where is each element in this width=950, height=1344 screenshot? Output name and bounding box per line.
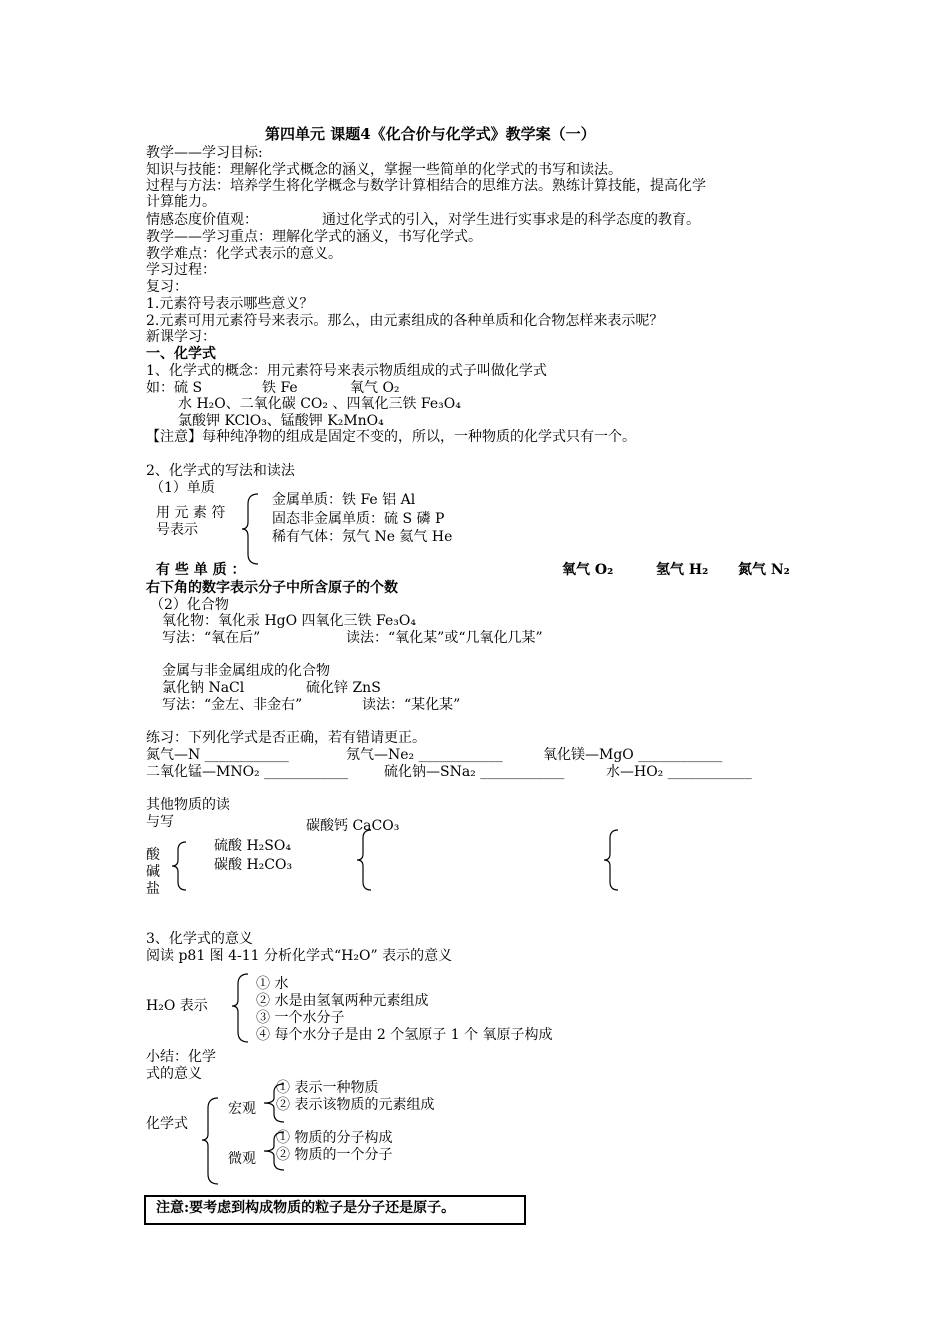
summary-line1: 小结：化学 (146, 1049, 216, 1065)
metal-nonmetal-write-rule: 写法：“金左、非金右” (162, 697, 303, 713)
example-compounds-1: 水 H₂O、二氧化碳 CO₂ 、四氧化三铁 Fe₃O₄ (178, 396, 461, 412)
review-heading: 复习： (146, 279, 188, 295)
metal-elements: 金属单质：铁 Fe 铝 Al (272, 492, 416, 508)
h2o-brace (230, 972, 254, 1044)
process-heading: 学习过程： (146, 262, 216, 278)
gas-oxygen: 氧气 O₂ (562, 562, 614, 578)
key-point: 教学——学习重点：理解化学式的涵义，书写化学式。 (146, 229, 482, 245)
micro-label: 微观 (228, 1151, 256, 1167)
practice-intro: 练习：下列化学式是否正确，若有错请更正。 (146, 730, 426, 746)
salt-brace (602, 828, 624, 892)
metal-nonmetal-heading: 金属与非金属组成的化合物 (162, 663, 330, 679)
example-nacl: 氯化钠 NaCl (162, 680, 245, 696)
others-heading-line1: 其他物质的读 (146, 797, 230, 813)
formula-concept: 1、化学式的概念：用元素符号来表示物质组成的式子叫做化学式 (146, 363, 547, 379)
new-lesson-heading: 新课学习： (146, 329, 216, 345)
review-question-2: 2.元素可用元素符号来表示。那么，由元素组成的各种单质和化合物怎样来表示呢？ (146, 313, 664, 329)
label-acid: 酸 (146, 847, 160, 863)
h2o-meaning-label: H₂O 表示 (146, 998, 208, 1014)
practice-na2s: 硫化钠—SNa₂ ____________ (384, 764, 565, 780)
metal-nonmetal-read-rule: 读法：“某化某” (362, 697, 461, 713)
label-salt: 盐 (146, 881, 160, 897)
objective-emotion-text: 通过化学式的引入，对学生进行实事求是的科学态度的教育。 (322, 212, 700, 228)
objective-knowledge: 知识与技能：理解化学式概念的涵义，掌握一些简单的化学式的书写和读法。 (146, 162, 622, 178)
page-title: 第四单元 课题4《化合价与化学式》教学案（一） (265, 125, 596, 143)
example-zns: 硫化锌 ZnS (306, 680, 381, 696)
formula-label: 化学式 (146, 1116, 188, 1132)
compound-heading: （2）化合物 (150, 597, 229, 613)
objective-process-line1: 过程与方法：培养学生将化学概念与数学计算相结合的思维方法。熟练计算技能，提高化学 (146, 178, 706, 194)
base-brace (355, 828, 377, 892)
micro-meaning-2: ② 物质的一个分子 (276, 1147, 393, 1163)
h2o-meaning-1: ① 水 (256, 976, 289, 992)
gas-nitrogen: 氮气 N₂ (738, 562, 790, 578)
practice-neon: 氖气—Ne₂ ____________ (346, 747, 503, 763)
objective-process-line2: 计算能力。 (146, 194, 216, 210)
summary-line2: 式的意义 (146, 1066, 202, 1082)
some-elements-label: 有 些 单 质 ： (156, 562, 246, 578)
section3-heading: 3、化学式的意义 (146, 931, 253, 947)
macro-meaning-1: ① 表示一种物质 (276, 1080, 379, 1096)
symbol-label-line1: 用 元 素 符 (156, 505, 226, 521)
oxide-read-rule: 读法：“氧化某”或“几氧化几某” (346, 630, 543, 646)
example-h2so4: 硫酸 H₂SO₄ (214, 838, 291, 854)
example-h2co3: 碳酸 H₂CO₃ (214, 857, 293, 873)
example-sulfur: 如：硫 S (146, 380, 203, 396)
review-question-1: 1.元素符号表示哪些意义？ (146, 296, 314, 312)
section3-reading: 阅读 p81 图 4-11 分析化学式“H₂O” 表示的意义 (146, 948, 453, 964)
practice-nitrogen: 氮气—N ____________ (146, 747, 289, 763)
symbol-label-line2: 号表示 (156, 522, 198, 538)
formula-brace (200, 1096, 224, 1186)
note-pure-substance: 【注意】每种纯净物的组成是固定不变的，所以，一种物质的化学式只有一个。 (146, 429, 636, 445)
macro-meaning-2: ② 表示该物质的元素组成 (276, 1097, 435, 1113)
example-iron: 铁 Fe (262, 380, 298, 396)
others-heading-line2: 与写 (146, 814, 174, 830)
solid-nonmetal-elements: 固态非金属单质：硫 S 磷 P (272, 511, 445, 527)
macro-label: 宏观 (228, 1101, 256, 1117)
element-heading: （1）单质 (150, 480, 215, 496)
example-oxygen: 氧气 O₂ (350, 380, 400, 396)
practice-mgo: 氧化镁—MgO ____________ (543, 747, 723, 763)
section2-heading: 2、化学式的写法和读法 (146, 463, 295, 479)
difficulty: 教学难点：化学式表示的意义。 (146, 246, 342, 262)
acid-brace (170, 840, 192, 892)
objectives-heading: 教学——学习目标: (146, 145, 263, 161)
element-brace (240, 492, 264, 566)
objective-emotion-label: 情感态度价值观： (146, 212, 258, 228)
final-note: 注意:要考虑到构成物质的粒子是分子还是原子。 (156, 1200, 456, 1216)
subscript-note: 右下角的数字表示分子中所含原子的个数 (146, 580, 398, 596)
example-caco3: 碳酸钙 CaCO₃ (306, 818, 400, 834)
section1-heading: 一、化学式 (146, 346, 216, 362)
oxide-examples: 氧化物：氧化汞 HgO 四氧化三铁 Fe₃O₄ (162, 613, 416, 629)
example-compounds-2: 氯酸钾 KClO₃、锰酸钾 K₂MnO₄ (178, 413, 384, 429)
label-base: 碱 (146, 864, 160, 880)
noble-gas-elements: 稀有气体：氖气 Ne 氦气 He (272, 529, 453, 545)
practice-water: 水—HO₂ ____________ (606, 764, 752, 780)
gas-hydrogen: 氢气 H₂ (656, 562, 709, 578)
h2o-meaning-2: ② 水是由氢氧两种元素组成 (256, 993, 429, 1009)
micro-meaning-1: ① 物质的分子构成 (276, 1130, 393, 1146)
h2o-meaning-4: ④ 每个水分子是由 2 个氢原子 1 个 氧原子构成 (256, 1027, 553, 1043)
practice-mno2: 二氧化锰—MNO₂ ____________ (146, 764, 349, 780)
h2o-meaning-3: ③ 一个水分子 (256, 1010, 345, 1026)
oxide-write-rule: 写法：“氧在后” (162, 630, 261, 646)
